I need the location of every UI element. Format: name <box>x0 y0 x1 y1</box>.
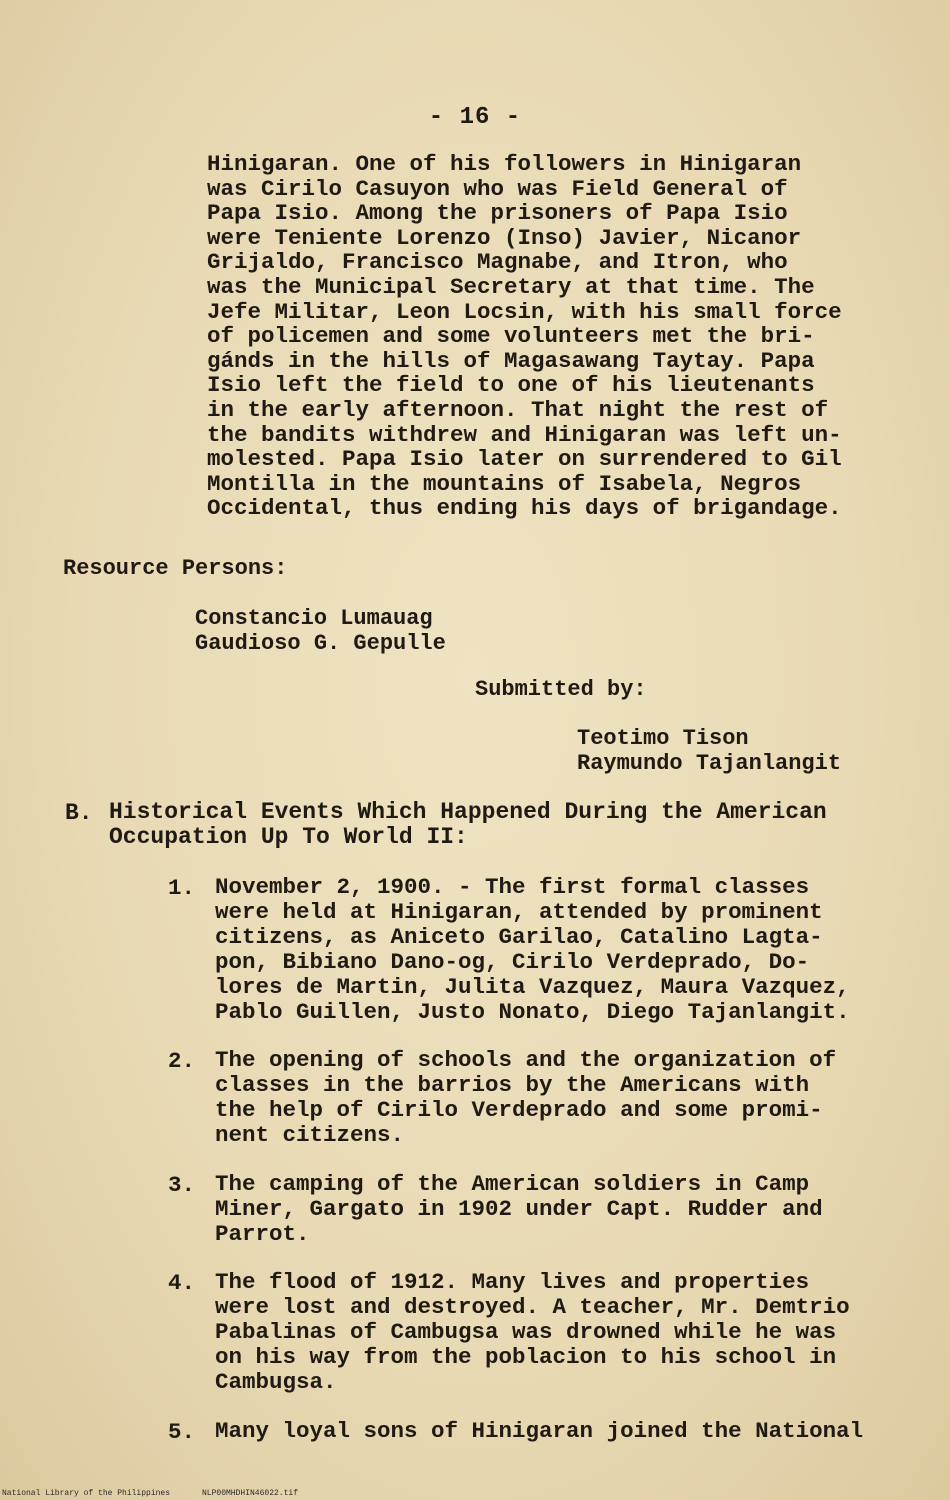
text-line: The camping of the American soldiers in Camp <box>215 1171 810 1197</box>
footer-library: National Library of the Philippines <box>2 1489 171 1498</box>
text-line: Pabalinas of Cambugsa was drowned while he was <box>215 1319 837 1345</box>
text-line: gánds in the hills of Magasawang Taytay. Papa <box>207 347 815 374</box>
text-line: Montilla in the mountains of Isabela, Negros <box>207 470 802 497</box>
text-line: the bandits withdrew and Hinigaran was left un- <box>207 421 842 448</box>
text-line: Miner, Gargato in 1902 under Capt. Rudder and <box>215 1196 823 1222</box>
item-text <box>215 1270 850 1395</box>
text-line: Isio left the field to one of his lieutenants <box>207 372 815 399</box>
text-line: molested. Papa Isio later on surrendered to Gil <box>207 446 842 473</box>
item-number: 5. <box>168 1419 196 1445</box>
paragraph-continuation <box>207 152 842 521</box>
submitter-name: Raymundo Tajanlangit <box>577 751 842 776</box>
item-text <box>215 1048 836 1148</box>
item-number: 1. <box>168 875 196 901</box>
resource-person-name: Gaudioso G. Gepulle <box>195 631 446 656</box>
text-line: citizens, as Aniceto Garilao, Catalino Lagta- <box>215 924 823 950</box>
text-line: Pablo Guillen, Justo Nonato, Diego Tajanlangit. <box>215 999 850 1025</box>
text-line: classes in the barrios by the Americans with <box>215 1072 810 1098</box>
text-line: Grijaldo, Francisco Magnabe, and Itron, who <box>207 249 788 276</box>
item-text <box>215 875 850 1025</box>
submitted-by-list <box>577 726 841 776</box>
item-number: 3. <box>168 1172 196 1198</box>
text-line: was Cirilo Casuyon who was Field General of <box>207 175 788 202</box>
text-line: Cambugsa. <box>215 1369 337 1395</box>
footer-filename: NLP00MHDHIN46022.tif <box>202 1489 299 1498</box>
text-line: Parrot. <box>215 1221 310 1247</box>
item-number: 2. <box>168 1048 196 1074</box>
item-text <box>215 1419 863 1444</box>
resource-persons-list <box>195 606 446 656</box>
text-line: nent citizens. <box>215 1122 405 1148</box>
section-marker: B. <box>65 800 93 826</box>
text-line: The opening of schools and the organization of <box>215 1047 837 1073</box>
text-line: Hinigaran. One of his followers in Hinigaran <box>207 151 802 177</box>
section-title <box>109 800 827 850</box>
section-title-line: Historical Events Which Happened During the American <box>109 799 827 825</box>
text-line: Papa Isio. Among the prisoners of Papa Isio <box>207 200 788 227</box>
page-number: - 16 - <box>428 104 522 131</box>
text-line: were held at Hinigaran, attended by prominent <box>215 899 823 925</box>
resource-persons-label: Resource Persons: <box>63 556 288 581</box>
text-line: on his way from the poblacion to his school in <box>215 1344 837 1370</box>
text-line: were lost and destroyed. A teacher, Mr. Demtrio <box>215 1294 850 1320</box>
text-line: in the early afternoon. That night the rest of <box>207 396 829 423</box>
text-line: Many loyal sons of Hinigaran joined the National <box>215 1418 864 1444</box>
text-line: were Teniente Lorenzo (Inso) Javier, Nicanor <box>207 224 802 251</box>
text-line: the help of Cirilo Verdeprado and some promi- <box>215 1097 823 1123</box>
submitter-name: Teotimo Tison <box>577 726 749 751</box>
text-line: The flood of 1912. Many lives and properties <box>215 1269 810 1295</box>
submitted-by-label: Submitted by: <box>475 677 647 702</box>
section-title-line: Occupation Up To World II: <box>109 824 468 850</box>
text-line: Occidental, thus ending his days of brigandage. <box>207 495 842 522</box>
item-text <box>215 1172 823 1247</box>
text-line: November 2, 1900. - The first formal classes <box>215 874 810 900</box>
text-line: lores de Martin, Julita Vazquez, Maura Vazquez, <box>215 974 850 1000</box>
item-number: 4. <box>168 1270 196 1296</box>
text-line: pon, Bibiano Dano-og, Cirilo Verdeprado, Do- <box>215 949 810 975</box>
text-line: was the Municipal Secretary at that time. The <box>207 273 815 300</box>
resource-person-name: Constancio Lumauag <box>195 606 433 631</box>
text-line: of policemen and some volunteers met the bri- <box>207 323 815 350</box>
text-line: Jefe Militar, Leon Locsin, with his small force <box>207 298 842 325</box>
